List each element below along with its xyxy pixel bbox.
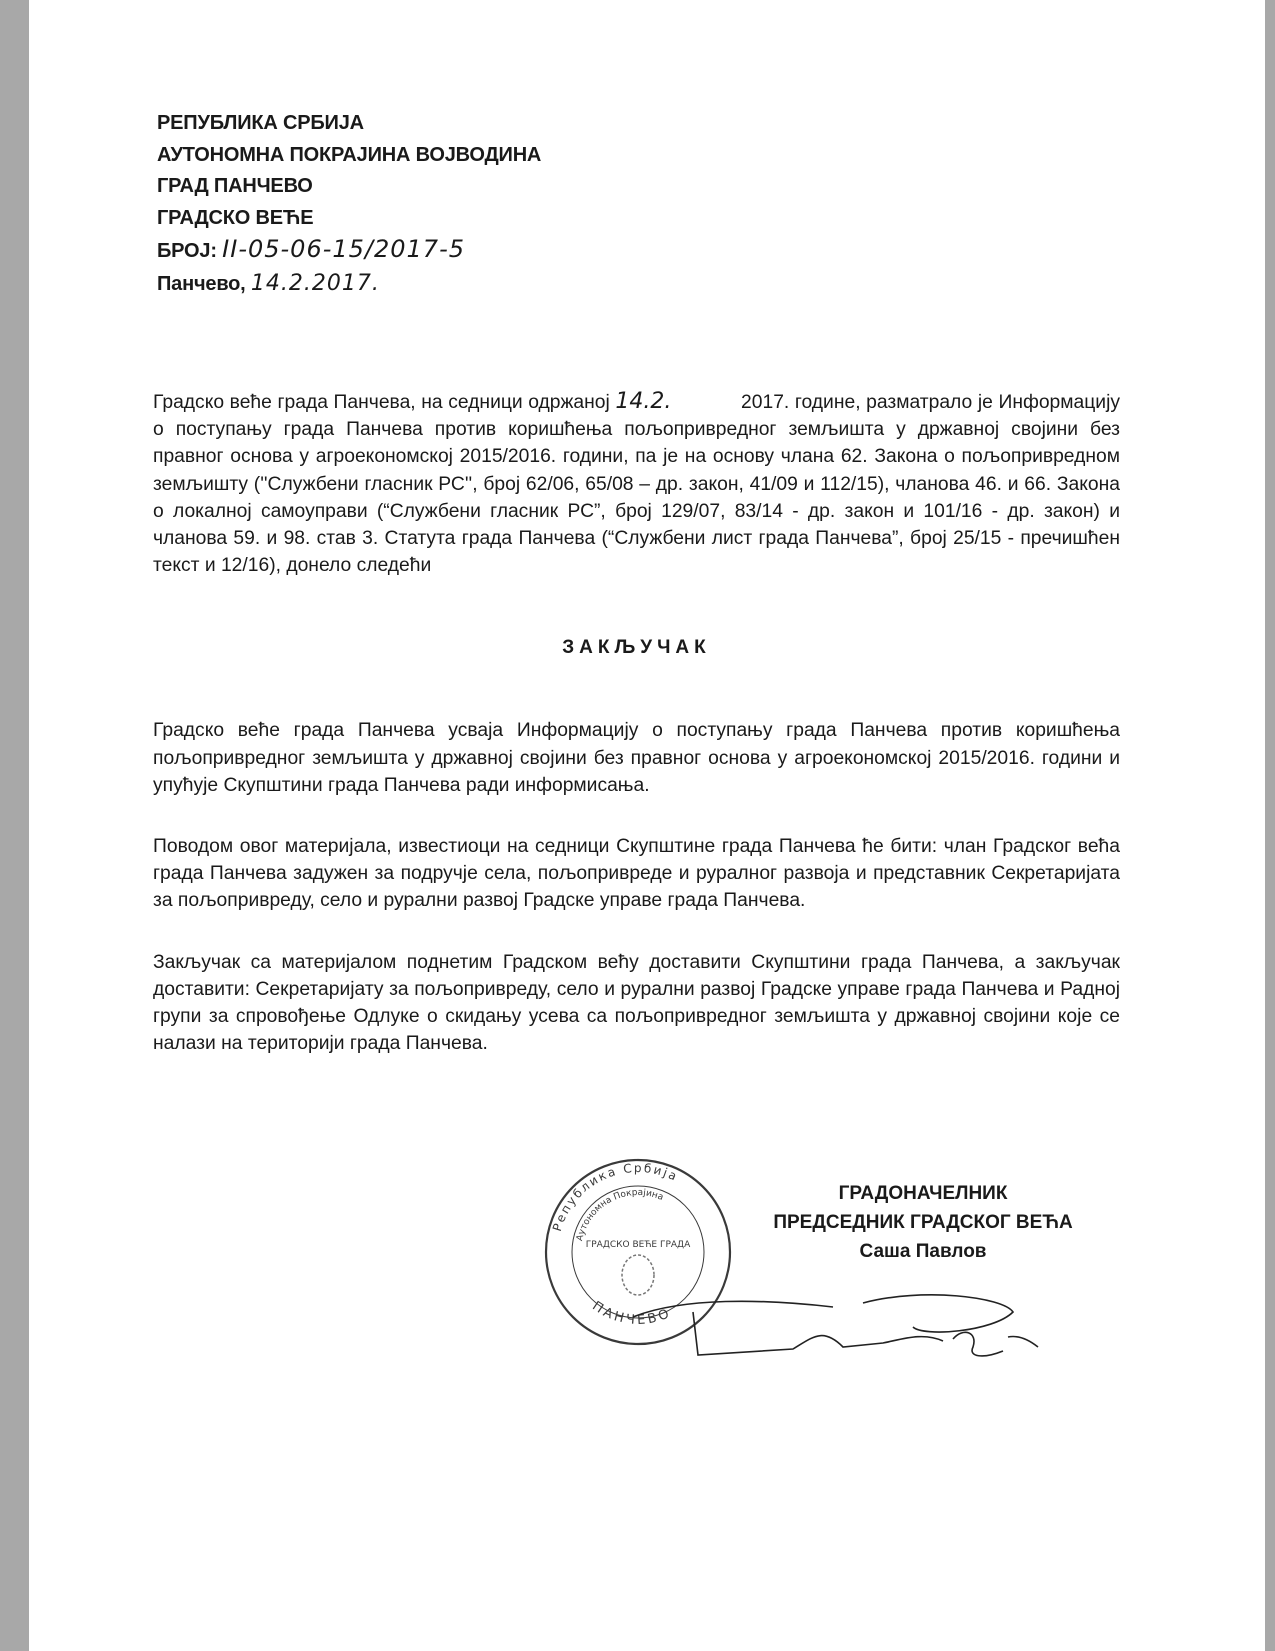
header-line-council: ГРАДСКО ВЕЋЕ <box>157 206 314 229</box>
signature-title-mayor: ГРАДОНАЧЕЛНИК <box>838 1183 1008 1205</box>
document-page <box>153 0 1120 1387</box>
preamble-handwritten-date: 14.2. <box>615 389 672 414</box>
document-title: ЗАКЉУЧАК <box>562 637 711 659</box>
signature-area <box>153 1157 1120 1387</box>
document-number-handwritten: II-05-06-15/2017-5 <box>222 235 466 263</box>
scan-edge-right <box>1265 0 1275 1651</box>
signature-block <box>743 1179 1103 1266</box>
place-label: Панчево, <box>157 272 246 295</box>
signature-title-president: ПРЕДСЕДНИК ГРАДСКОГ ВЕЋА <box>773 1212 1073 1234</box>
handwritten-signature <box>623 1277 1043 1367</box>
preamble-before-date: Градско веће града Панчева, на седници одржаној <box>153 392 610 413</box>
stamp-inner-text: ГРАДСКО ВЕЋЕ ГРАДА <box>585 1240 691 1251</box>
document-place-date <box>157 268 1120 301</box>
document-header <box>157 108 1120 300</box>
preamble-paragraph <box>153 388 1120 579</box>
date-handwritten: 14.2.2017. <box>250 270 380 296</box>
conclusion-paragraph-2: Поводом овог материјала, известиоци на седници Скупштине града Панчева ће бити: члан Градског већа града Панчева задужен за подручје села, пољопривреде и руралног развоја и представник Секретаријата за пољопривреду, село и рурални развој Градске управе града Панчева. <box>153 836 1120 912</box>
header-line-province: АУТОНОМНА ПОКРАЈИНА ВОЈВОДИНА <box>157 143 542 166</box>
signatory-name: Саша Павлов <box>859 1241 987 1263</box>
preamble-after-date: 2017. године, разматрало је Информацију о поступању града Панчева против коришћења пољопривредног земљишта у државној својини без правног основа у агроекономској 2015/2016. години, па је на основу члана 62. Закона о пољопривредном земљишту (''Службени гласник РС'', број 62/06, 65/08 – др. закон, 41/09 и 112/15), чланова 46. и 66. Закона о локалној самоуправи (“Службени гласник РС”, број 129/07, 83/14 - др. закон и 101/16 - др. закон) и чланова 59. и 98. став 3. Статута града Панчева (“Службени лист града Панчева”, број 25/15 - пречишћен текст и 12/16), донело следећи <box>153 392 1120 577</box>
document-number-label: БРОЈ: <box>157 240 217 262</box>
header-line-city: ГРАД ПАНЧЕВО <box>157 175 313 197</box>
stamp-bottom-text: ПАНЧЕВО <box>589 1299 675 1329</box>
stamp-outer-text: Република Србија <box>549 1161 681 1234</box>
conclusion-paragraph-3: Закључак са материјалом поднетим Градском већу доставити Скупштини града Панчева, а закључак доставити: Секретаријату за пољопривреду, село и рурални развој Градске управе града Панчева и Радној групи за спровођење Одлуке о скидању усева са пољопривредног земљишта у државној својини које се налази на територији града Панчева. <box>153 951 1120 1055</box>
conclusion-paragraph-1: Градско веће града Панчева усваја Информацију о поступању града Панчева против коришћења пољопривредног земљишта у државној својини без правног основа у агроекономској 2015/2016. години и упућује Скупштини града Панчева ради информисања. <box>153 720 1120 796</box>
scan-edge-left <box>0 0 29 1651</box>
document-number <box>157 234 1120 268</box>
header-line-republic: РЕПУБЛИКА СРБИЈА <box>157 112 364 134</box>
stamp-middle-text: Аутономна Покрајина <box>575 1188 665 1243</box>
